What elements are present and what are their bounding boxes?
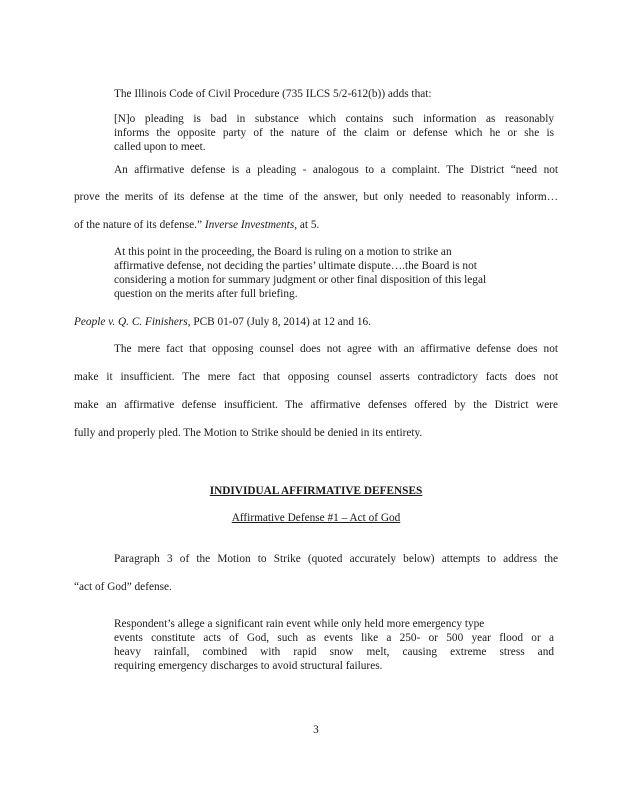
- para2-line: prove the merits of its defense at the time of the answer, but only needed to reasonably inform…: [74, 191, 558, 203]
- citation-line: People v. Q. C. Finishers, PCB 01-07 (July 8, 2014) at 12 and 16.: [74, 316, 371, 328]
- quote1-line: informs the opposite party of the nature of the claim or defense which he or she is: [114, 127, 554, 139]
- case-name: Inverse Investments: [204, 219, 295, 231]
- quote2-line: At this point in the proceeding, the Board is ruling on a motion to strike an: [114, 246, 452, 258]
- quote3-line: Respondent’s allege a significant rain event while only held more emergency type: [114, 618, 485, 630]
- para3-line: make an affirmative defense insufficient. The affirmative defenses offered by the District were: [74, 399, 558, 411]
- quote1-line: [N]o pleading is bad in substance which contains such information as reasonably: [114, 113, 554, 125]
- quote2-line: question on the merits after full briefing.: [114, 288, 298, 300]
- quote1-line: called upon to meet.: [114, 141, 206, 153]
- para3-line: make it insufficient. The mere fact that opposing counsel asserts contradictory facts does not: [74, 371, 558, 383]
- para2-line: An affirmative defense is a pleading - analogous to a complaint. The District “need not: [114, 164, 558, 176]
- quote2-line: considering a motion for summary judgment or other final disposition of this legal: [114, 274, 487, 286]
- intro-line: The Illinois Code of Civil Procedure (735 ILCS 5/2-612(b)) adds that:: [114, 88, 432, 100]
- para2-line: of the nature of its defense.” Inverse Investments, at 5.: [74, 219, 320, 231]
- quote3-line: events constitute acts of God, such as events like a 250- or 500 year flood or a: [114, 632, 554, 644]
- para3-line: The mere fact that opposing counsel does not agree with an affirmative defense does not: [114, 343, 558, 355]
- quote2-line: affirmative defense, not deciding the parties’ ultimate dispute….the Board is not: [114, 260, 477, 272]
- para3-line: fully and properly pled. The Motion to Strike should be denied in its entirety.: [74, 427, 423, 439]
- quote3-line: requiring emergency discharges to avoid structural failures.: [114, 660, 383, 672]
- para4-line: Paragraph 3 of the Motion to Strike (quoted accurately below) attempts to address the: [114, 553, 558, 565]
- case-citation: People v. Q. C. Finishers: [74, 316, 188, 328]
- quote3-line: heavy rainfall, combined with rapid snow melt, causing extreme stress and: [114, 646, 554, 658]
- para4-line: “act of God” defense.: [74, 581, 172, 593]
- page-number: 3: [313, 724, 319, 736]
- section-subheading: Affirmative Defense #1 – Act of God: [231, 512, 401, 524]
- section-heading: INDIVIDUAL AFFIRMATIVE DEFENSES: [209, 485, 423, 497]
